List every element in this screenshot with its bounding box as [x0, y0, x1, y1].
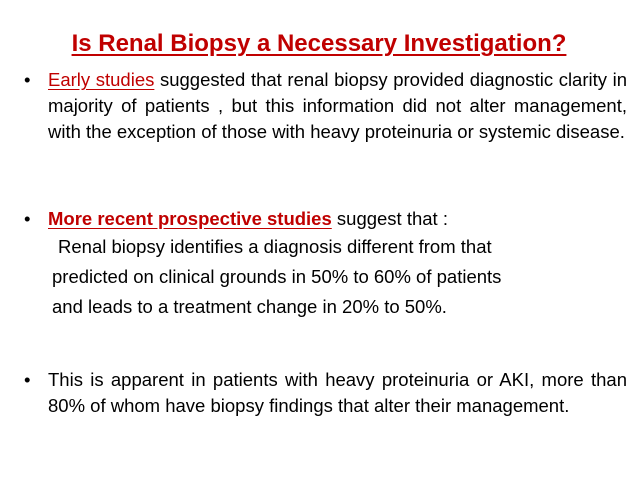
sub-line: Renal biopsy identifies a diagnosis different from that [58, 236, 492, 257]
bullet-dot: • [24, 208, 31, 229]
sub-paragraph [52, 232, 627, 322]
bullet-body: suggested that renal biopsy provided diagnostic clarity in majority of patients , but this information did not alter management, with the exception of those with heavy proteinuria or systemic disease. [48, 69, 627, 142]
bullet-text [48, 67, 627, 145]
sub-line: and leads to a treatment change in 20% to 50%. [52, 296, 447, 317]
sub-line: predicted on clinical grounds in 50% to 60% of patients [52, 266, 502, 287]
bullet-text [48, 206, 627, 232]
slide-title: Is Renal Biopsy a Necessary Investigation? [71, 30, 567, 57]
highlight-early-studies: Early studies [48, 69, 155, 90]
bullet-dot: • [24, 69, 31, 90]
bullet-recent-studies [24, 206, 627, 322]
highlight-recent-studies: More recent prospective studies [48, 208, 332, 229]
bullet-text: This is apparent in patients with heavy proteinuria or AKI, more than 80% of whom have biopsy findings that alter their management. [48, 369, 627, 416]
bullet-dot: • [24, 369, 31, 390]
bullet-proteinuria-aki [24, 367, 627, 419]
bullet-body: suggest that : [331, 208, 448, 229]
bullet-early-studies [24, 67, 627, 145]
